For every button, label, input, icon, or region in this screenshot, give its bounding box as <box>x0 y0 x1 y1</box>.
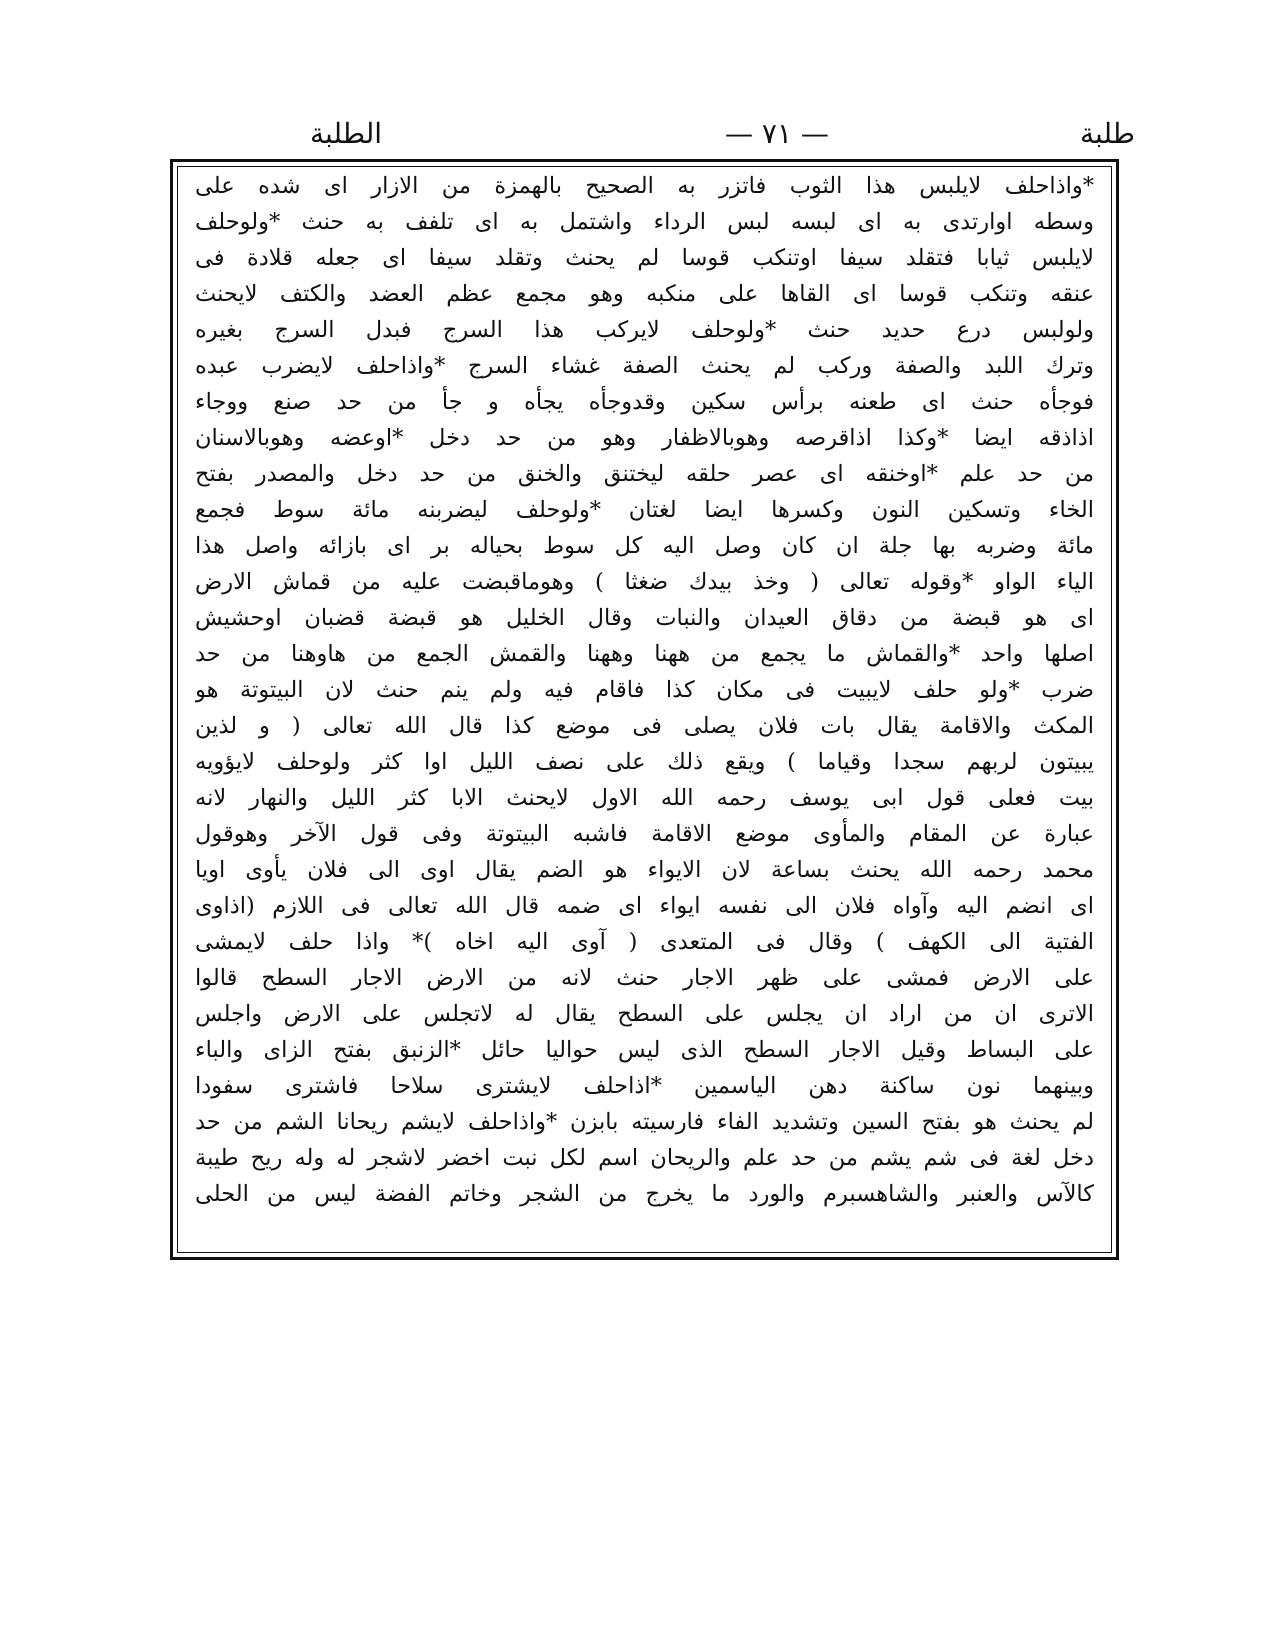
text-line: على البساط وقيل الاجار السطح الذى ليس حواليا حائل *الزنبق بفتح الزاى والباء <box>195 1037 1094 1063</box>
text-line: دخل لغة فى شم يشم من حد علم والريحان اسم لكل نبت اخضر لاشجر له وله ريح طيبة <box>195 1145 1094 1171</box>
running-head-right: طلبة <box>1080 117 1136 150</box>
text-line: مائة وضربه بها جلة ان كان وصل اليه كل سوط بحياله بر اى بازائه واصل هذا <box>195 533 1094 559</box>
text-line: اى هو قبضة من دقاق العيدان والنبات وقال الخليل هو قبضة قضبان اوحشيش <box>195 605 1094 631</box>
text-line: الاترى ان من اراد ان يجلس على السطح يقال له لاتجلس على الارض واجلس <box>195 1001 1094 1027</box>
text-line: المكث والاقامة يقال بات فلان يصلى فى موضع كذا قال الله تعالى ( و لذين <box>195 713 1094 739</box>
text-line: *واذاحلف لايلبس هذا الثوب فاتزر به الصحيح بالهمزة من الازار اى شده على <box>195 173 1094 199</box>
text-line: لم يحنث هو بفتح السين وتشديد الفاء فارسيته بابزن *واذاحلف لايشم ريحانا الشم من حد <box>195 1109 1094 1135</box>
text-line: اذاذقه ايضا *وكذا اذاقرصه وهوبالاظفار وهو من حد دخل *اوعضه وهوبالاسنان <box>195 425 1094 451</box>
text-line: كالآس والعنبر والشاهسبرم والورد ما يخرج من الشجر وخاتم الفضة ليس من الحلى <box>195 1181 1094 1207</box>
text-line: وسطه اوارتدى به اى لبسه لبس الرداء واشتمل به اى تلفف به حنث *ولوحلف <box>195 209 1094 235</box>
text-line: فوجأه حنث اى طعنه برأس سكين وقدوجأه يجأه و جأ من حد صنع ووجاء <box>195 389 1094 415</box>
text-line: ضرب *ولو حلف لايبيت فى مكان كذا فاقام فيه ولم ينم حنث لان البيتوتة هو <box>195 677 1094 703</box>
text-line: الخاء وتسكين النون وكسرها ايضا لغتان *ولوحلف ليضربنه مائة سوط فجمع <box>195 497 1094 523</box>
text-line: على الارض فمشى على ظهر الاجار حنث لانه من الارض الاجار السطح قالوا <box>195 965 1094 991</box>
text-line: اى انضم اليه وآواه فلان الى نفسه ايواء اى ضمه قال الله تعالى فى اللازم (اذاوى <box>195 893 1094 919</box>
text-line: الياء الواو *وقوله تعالى ( وخذ بيدك ضغثا ) وهوماقبضت عليه من قماش الارض <box>195 569 1094 595</box>
running-head-left: الطلبة <box>310 117 383 150</box>
text-line: لايلبس ثيابا فتقلد سيفا اوتنكب قوسا لم يحنث وتقلد سيفا اى جعله قلادة فى <box>195 245 1094 271</box>
text-line: بيت فعلى قول ابى يوسف رحمه الله الاول لايحنث الابا كثر الليل والنهار لانه <box>195 785 1094 811</box>
text-line: ولولبس درع حديد حنث *ولوحلف لايركب هذا السرج فبدل السرج بغيره <box>195 317 1094 343</box>
text-line: يبيتون لربهم سجدا وقياما ) ويقع ذلك على نصف الليل اوا كثر ولوحلف لايؤويه <box>195 749 1094 775</box>
page-header <box>170 114 1136 154</box>
page-number: — ٧١ — <box>725 117 829 150</box>
text-line: عنقه وتنكب قوسا اى القاها على منكبه وهو مجمع عظم العضد والكتف لايحنث <box>195 281 1094 307</box>
text-frame <box>170 159 1119 1260</box>
text-line: الفتية الى الكهف ) وقال فى المتعدى ( آوى اليه اخاه )* واذا حلف لايمشى <box>195 929 1094 955</box>
text-line: وبينهما نون ساكنة دهن الياسمين *اذاحلف لايشترى سلاحا فاشترى سفودا <box>195 1073 1094 1099</box>
text-line: وترك اللبد والصفة وركب لم يحنث الصفة غشاء السرج *واذاحلف لايضرب عبده <box>195 353 1094 379</box>
text-line: عبارة عن المقام والمأوى موضع الاقامة فاشبه البيتوتة وفى قول الآخر وهوقول <box>195 821 1094 847</box>
body-text <box>195 168 1094 1212</box>
text-line: اصلها واحد *والقماش ما يجمع من ههنا وههنا والقمش الجمع من هاوهنا من حد <box>195 641 1094 667</box>
text-line: محمد رحمه الله يحنث بساعة لان الايواء هو الضم يقال اوى الى فلان يأوى اويا <box>195 857 1094 883</box>
text-line: من حد علم *اوخنقه اى عصر حلقه ليختنق والخنق من حد دخل والمصدر بفتح <box>195 461 1094 487</box>
